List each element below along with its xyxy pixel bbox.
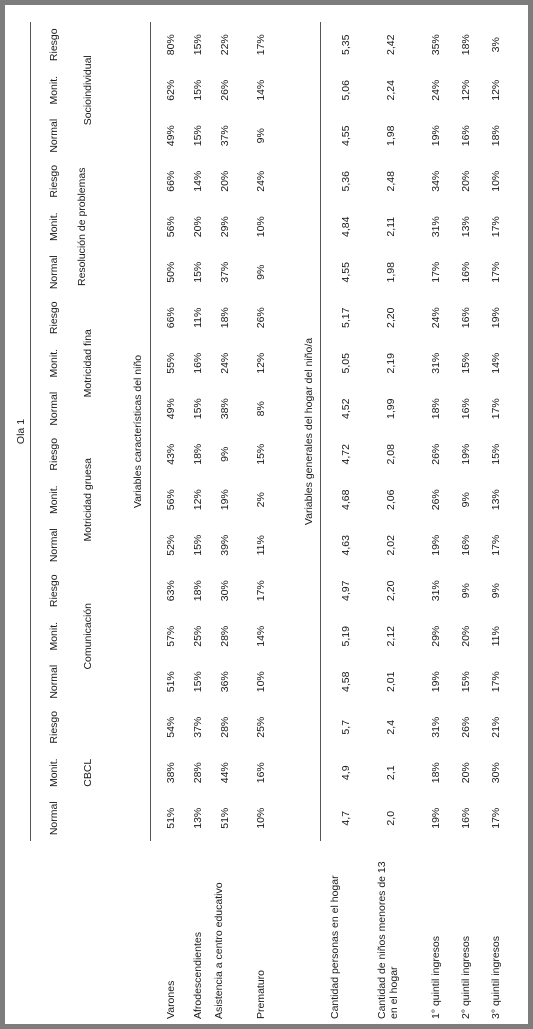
table-cell: 20%	[460, 762, 472, 784]
table-cell: 4,97	[340, 580, 352, 601]
table-cell: 19%	[490, 307, 502, 329]
table-cell: 1,99	[385, 398, 397, 419]
table-cell: 37%	[219, 261, 231, 283]
group-header: Resolución de problemas	[76, 167, 88, 286]
table-cell: 11%	[490, 626, 502, 647]
table-cell: 18%	[430, 762, 442, 784]
table-cell: 37%	[192, 716, 204, 738]
table-cell: 11%	[255, 535, 267, 556]
table-cell: 19%	[219, 489, 231, 511]
table-cell: 34%	[430, 170, 442, 192]
group-header: Motricidad gruesa	[82, 458, 94, 542]
table-cell: 56%	[165, 216, 177, 238]
frame-top-bar	[0, 0, 5, 1029]
table-cell: 20%	[460, 170, 472, 192]
table-cell: 5,19	[340, 626, 352, 647]
table-cell: 12%	[460, 79, 472, 101]
table-cell: 13%	[490, 489, 502, 511]
table-cell: 63%	[165, 580, 177, 602]
table-cell: 19%	[430, 807, 442, 829]
table-cell: 5,17	[340, 307, 352, 328]
table-cell: 2,42	[385, 34, 397, 55]
table-cell: 4,55	[340, 262, 352, 283]
section-label-home: Variables generales del hogar del niño/a	[303, 337, 315, 526]
table-cell: 28%	[219, 716, 231, 738]
table-cell: 2,20	[385, 307, 397, 328]
table-cell: 9%	[460, 492, 472, 508]
table-cell: 31%	[430, 580, 442, 602]
table-cell: 55%	[165, 352, 177, 374]
table-cell: 22%	[219, 34, 231, 56]
table-cell: 1,98	[385, 262, 397, 283]
table-cell: 25%	[255, 716, 267, 738]
table-cell: 19%	[460, 443, 472, 465]
table-cell: 38%	[219, 398, 231, 420]
table-cell: 62%	[165, 79, 177, 101]
table-cell: 16%	[460, 534, 472, 556]
table-cell: 16%	[255, 762, 267, 784]
table-cell: 2,4	[385, 719, 397, 735]
table-cell: 5,7	[340, 719, 352, 735]
table-cell: 15%	[255, 443, 267, 465]
table-title: Ola 1	[15, 418, 27, 445]
table-cell: 5,35	[340, 34, 352, 55]
table-cell: 18%	[192, 443, 204, 465]
table-cell: 2,12	[385, 626, 397, 647]
table-cell: 52%	[165, 534, 177, 556]
row-label: 2° quintil ingresos	[460, 936, 472, 1019]
table-cell: 49%	[165, 125, 177, 147]
group-header: Comunicación	[82, 602, 94, 670]
table-cell: 26%	[430, 443, 442, 465]
table-cell: 25%	[192, 625, 204, 647]
sub-header-riesgo: Riesgo	[48, 28, 60, 62]
table-cell: 21%	[490, 716, 502, 738]
table-cell: 2,08	[385, 444, 397, 465]
sub-header-normal: Normal	[48, 391, 60, 426]
table-cell: 56%	[165, 489, 177, 511]
sub-header-normal: Normal	[48, 255, 60, 290]
table-cell: 18%	[192, 580, 204, 602]
table-cell: 3%	[490, 37, 502, 53]
table-cell: 17%	[490, 216, 502, 238]
table-cell: 17%	[490, 534, 502, 556]
row-label: Prematuro	[255, 969, 267, 1019]
table-cell: 43%	[165, 443, 177, 465]
table-cell: 16%	[460, 125, 472, 147]
row-label: Afrodescendientes	[192, 932, 204, 1019]
sub-header-riesgo: Riesgo	[48, 437, 60, 471]
sub-header-monit: Monit.	[48, 485, 60, 515]
table-cell: 9%	[490, 583, 502, 599]
table-cell: 15%	[460, 352, 472, 374]
table-cell: 9%	[460, 583, 472, 599]
table-cell: 16%	[192, 352, 204, 374]
table-cell: 14%	[255, 625, 267, 647]
table-cell: 57%	[165, 625, 177, 647]
table-cell: 30%	[219, 580, 231, 602]
sub-header-riesgo: Riesgo	[48, 710, 60, 744]
table-cell: 4,58	[340, 671, 352, 692]
table-cell: 12%	[255, 352, 267, 374]
frame-right-bar	[0, 0, 533, 5]
table-cell: 15%	[192, 79, 204, 101]
row-label: 3° quintil ingresos	[490, 936, 502, 1019]
table-cell: 18%	[430, 398, 442, 420]
table-cell: 2,1	[385, 765, 397, 781]
frame-left-bar	[0, 1024, 533, 1029]
table-cell: 49%	[165, 398, 177, 420]
table-cell: 4,52	[340, 398, 352, 419]
table-cell: 17%	[490, 671, 502, 693]
group-header: CBCL	[82, 758, 94, 787]
table-cell: 24%	[430, 307, 442, 329]
table-cell: 10%	[490, 170, 502, 192]
table-cell: 20%	[192, 216, 204, 238]
table-cell: 9%	[255, 128, 267, 144]
table-cell: 15%	[192, 34, 204, 56]
sub-header-riesgo: Riesgo	[48, 574, 60, 608]
table-cell: 12%	[490, 79, 502, 101]
table-cell: 2,0	[385, 810, 397, 826]
table-cell: 16%	[460, 307, 472, 329]
table-cell: 17%	[255, 34, 267, 56]
sub-header-normal: Normal	[48, 801, 60, 836]
table-cell: 31%	[430, 352, 442, 374]
table-cell: 2,01	[385, 671, 397, 692]
section-rule-child	[150, 22, 151, 841]
table-cell: 51%	[219, 807, 231, 829]
table-cell: 18%	[460, 34, 472, 56]
table-cell: 66%	[165, 307, 177, 329]
table-cell: 4,7	[340, 810, 352, 826]
table-cell: 4,84	[340, 216, 352, 237]
row-label: Cantidad personas en el hogar	[329, 875, 341, 1019]
table-cell: 4,72	[340, 444, 352, 465]
group-header: Motricidad fina	[82, 329, 94, 398]
row-label: Varones	[165, 980, 177, 1019]
table-cell: 1,98	[385, 125, 397, 146]
group-header: Socioindividual	[82, 55, 94, 126]
title-rule	[30, 22, 31, 841]
table-cell: 37%	[219, 125, 231, 147]
table-cell: 9%	[255, 264, 267, 280]
table-cell: 2,11	[385, 216, 397, 237]
table-cell: 28%	[192, 762, 204, 784]
table-cell: 35%	[430, 34, 442, 56]
table-cell: 10%	[255, 671, 267, 693]
table-cell: 13%	[460, 216, 472, 238]
table-cell: 10%	[255, 216, 267, 238]
sub-header-normal: Normal	[48, 664, 60, 699]
table-cell: 17%	[490, 398, 502, 420]
table-cell: 15%	[192, 261, 204, 283]
table-cell: 16%	[460, 398, 472, 420]
table-cell: 15%	[192, 534, 204, 556]
sub-header-monit: Monit.	[48, 758, 60, 788]
table-cell: 24%	[219, 352, 231, 374]
sub-header-monit: Monit.	[48, 75, 60, 105]
table-cell: 4,9	[340, 765, 352, 781]
table-cell: 2,06	[385, 489, 397, 510]
table-cell: 39%	[219, 534, 231, 556]
table-cell: 16%	[460, 261, 472, 283]
table-cell: 17%	[490, 261, 502, 283]
table-cell: 15%	[192, 398, 204, 420]
table-cell: 51%	[165, 807, 177, 829]
table-cell: 4,63	[340, 535, 352, 556]
sub-header-riesgo: Riesgo	[48, 164, 60, 198]
table-cell: 54%	[165, 716, 177, 738]
table-cell: 26%	[430, 489, 442, 511]
table-cell: 28%	[219, 625, 231, 647]
table-cell: 10%	[255, 807, 267, 829]
table-cell: 17%	[255, 580, 267, 602]
table-cell: 15%	[490, 443, 502, 465]
sub-header-monit: Monit.	[48, 212, 60, 242]
table-cell: 50%	[165, 261, 177, 283]
row-label: 1° quintil ingresos	[430, 936, 442, 1019]
sub-header-riesgo: Riesgo	[48, 301, 60, 335]
table-cell: 31%	[430, 716, 442, 738]
sub-header-monit: Monit.	[48, 621, 60, 651]
table-cell: 2,48	[385, 171, 397, 192]
table-cell: 15%	[460, 671, 472, 693]
table-cell: 18%	[490, 125, 502, 147]
table-cell: 44%	[219, 762, 231, 784]
table-cell: 5,06	[340, 80, 352, 101]
table-cell: 17%	[490, 807, 502, 829]
table-cell: 5,36	[340, 171, 352, 192]
sub-header-normal: Normal	[48, 528, 60, 563]
table-cell: 24%	[255, 170, 267, 192]
table-cell: 5,05	[340, 353, 352, 374]
table-cell: 2,20	[385, 580, 397, 601]
row-label: Asistencia a centro educativo	[213, 882, 225, 1019]
row-label: Cantidad de niños menores de 13 en el hogar	[376, 861, 400, 1019]
table-cell: 24%	[430, 79, 442, 101]
table-cell: 29%	[219, 216, 231, 238]
table-cell: 26%	[219, 79, 231, 101]
table-cell: 14%	[255, 79, 267, 101]
table-cell: 17%	[430, 261, 442, 283]
table-cell: 12%	[192, 489, 204, 511]
table-cell: 80%	[165, 34, 177, 56]
table-cell: 19%	[430, 125, 442, 147]
table-cell: 4,55	[340, 125, 352, 146]
table-cell: 2,19	[385, 353, 397, 374]
table-cell: 16%	[460, 807, 472, 829]
frame-bottom-bar	[528, 0, 533, 1029]
table-cell: 36%	[219, 671, 231, 693]
table-cell: 2%	[255, 492, 267, 508]
table-cell: 66%	[165, 170, 177, 192]
sub-header-monit: Monit.	[48, 348, 60, 378]
table-cell: 19%	[430, 534, 442, 556]
table-cell: 14%	[192, 170, 204, 192]
table-cell: 38%	[165, 762, 177, 784]
table-cell: 26%	[460, 716, 472, 738]
table-cell: 20%	[219, 170, 231, 192]
table-cell: 31%	[430, 216, 442, 238]
section-rule-home	[320, 22, 321, 841]
table-cell: 29%	[430, 625, 442, 647]
table-cell: 11%	[192, 307, 204, 328]
table-cell: 2,02	[385, 535, 397, 556]
sub-header-normal: Normal	[48, 118, 60, 153]
table-cell: 15%	[192, 671, 204, 693]
table-cell: 9%	[219, 446, 231, 462]
table-cell: 13%	[192, 807, 204, 829]
table-cell: 20%	[460, 625, 472, 647]
table-cell: 30%	[490, 762, 502, 784]
table-cell: 51%	[165, 671, 177, 693]
table-cell: 19%	[430, 671, 442, 693]
table-cell: 4,68	[340, 489, 352, 510]
section-label-child: Variables características del niño	[132, 354, 144, 509]
table-cell: 26%	[255, 307, 267, 329]
table-cell: 18%	[219, 307, 231, 329]
table-cell: 8%	[255, 401, 267, 417]
table-cell: 14%	[490, 352, 502, 374]
table-cell: 15%	[192, 125, 204, 147]
table-cell: 2,24	[385, 80, 397, 101]
